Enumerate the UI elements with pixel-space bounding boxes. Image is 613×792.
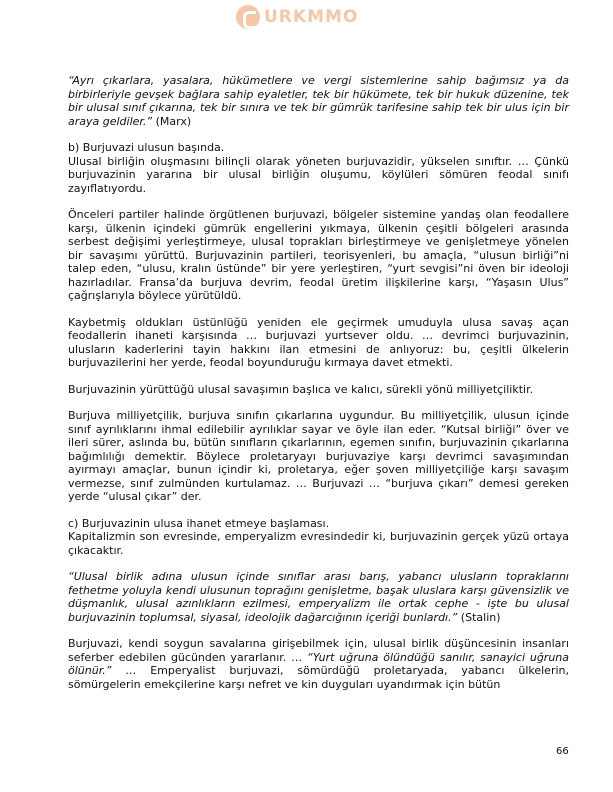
- quote-text: “Ulusal birlik adına ulusun içinde sınıflar arası barış, yabancı ulusların topraklarını fethetme yoluyla kendi ulusunun toprağını genişletme, başak uluslara karşı güvensizlik ve düşmanlık, ulusal azınlıkların ezilmesi, emperyalizm ile ortak cephe - işte bu ulusal burjuvazinin toplumsal, siyasal, ideolojik dağarcığının içeriği bunlardı.”: [68, 570, 569, 624]
- paragraph: Önceleri partiler halinde örgütlenen burjuvazi, bölgeler sistemine yandaş olan feodallere karşı, ülkenin içindeki gümrük engellerini yıkmaya, ülkenin çeşitli bölgeleri arasında serbest değişimi yerleştirmeye, ulusal toprakları birleştirmeye ve genişletmeye yönelen bir savaşımı yürüttü. Burjuvazinin partileri, teorisyenleri, bu amaçla, “ulusun birliği”ni talep eden, “ulusu, kralın üstünde” bir yere yerleştiren, “yurt sevgisi”ni öven bir ideoloji hazırladılar. Fransa’da burjuva devrim, feodal üretim ilişkilerine karşı, “Yaşasın Ulus” çağrışlarıyla böylece yürütüldü.: [68, 208, 569, 302]
- section-heading: c) Burjuvazinin ulusa ihanet etmeye başlaması.: [68, 516, 330, 530]
- section-c: [68, 517, 569, 558]
- quote-text: “Ayrı çıkarlara, yasalara, hükümetlere ve vergi sistemlerine sahip bağımsız ya da birbirleriyle gevşek bağlara sahip eyaletler, tek bir hükümete, tek bir hukuk düzenine, tek bir ulusal sınıf çıkarına, tek bir sınıra ve tek bir gümrük tarifesine sahip tek bir ulus için bir araya geldiler.”: [68, 74, 569, 128]
- paragraph: Burjuva milliyetçilik, burjuva sınıfın çıkarlarına uygundur. Bu milliyetçilik, ulusun içinde sınıf ayrılıklarını ihmal edilebilir ayrılıklar sayar ve öyle ilan eder. “Kutsal birliği” över ve ileri sürer, aslında bu, bütün sınıfların çıkarlarının, egemen sınıfın, burjuvazinin çıkarlarına bağımlılığı demektir. Böylece proletaryayı burjuvaziye karşı devrimci savaşımından ayırmayı amaçlar, bunun içindir ki, proletarya, eğer şoven milliyetçiliğe karşı savaşım vermezse, sınıf zulmünden kurtulamaz. … Burjuvazi … “burjuva çıkarı” demesi gereken yerde “ulusal çıkar” der.: [68, 409, 569, 503]
- quote-source: (Marx): [152, 114, 192, 128]
- document-body: [68, 74, 569, 704]
- paragraph-text: Kapitalizmin son evresinde, emperyalizm evresindedir ki, burjuvazinin gerçek yüzü ortaya çıkacaktır.: [68, 530, 569, 557]
- paragraph: Burjuvazinin yürüttüğü ulusal savaşımın başlıca ve kalıcı, sürekli yönü milliyetçiliktir.: [68, 382, 534, 396]
- section-b: [68, 141, 569, 195]
- quote-source: (Stalin): [457, 610, 501, 624]
- paragraph-text: Ulusal birliğin oluşmasını bilinçli olarak yöneten burjuvazidir, yükselen sınıftır. … Çünkü burjuvazinin yararına bir ulusal birliğin oluşumu, köylüleri sömüren feodal sınıfı zayıflatıyordu.: [68, 154, 569, 195]
- turkmmo-logo-icon: [236, 5, 260, 29]
- quote-marx: [68, 74, 569, 128]
- section-heading: b) Burjuvazi ulusun başında.: [68, 141, 225, 154]
- quote-stalin: [68, 570, 569, 624]
- watermark-text: URKMMO: [264, 7, 359, 27]
- paragraph: Kaybetmiş oldukları üstünlüğü yeniden ele geçirmek umuduyla ulusa savaş açan feodallerin ihaneti karşısında … burjuvazi yurtsever oldu. … devrimci burjuvazinin, ulusların kaderlerini tayin hakkını ilan etmesini de anlıyoruz: bu, çeşitli ülkelerin burjuvazilerini her yerde, feodal boyunduruğu kırmaya davet etmekti.: [68, 315, 569, 369]
- watermark: [236, 2, 376, 32]
- paragraph-text: … Emperyalist burjuvazi, sömürdüğü proletaryada, yabancı ülkelerin, sömürgelerin emekçilerine karşı nefret ve kin duyguları uyandırmak için bütün: [68, 664, 569, 691]
- paragraph-text: Burjuvazi, kendi soygun savalarına girişebilmek için, ulusal birlik düşüncesinin insanları seferber edebilen gücünden yararlanır. …: [68, 637, 569, 664]
- page-number: 66: [556, 746, 569, 757]
- inline-quote: “Yurt uğruna ölündüğü sanılır, sanayici uğruna ölünür.”: [68, 650, 570, 677]
- paragraph-mixed: [68, 637, 569, 691]
